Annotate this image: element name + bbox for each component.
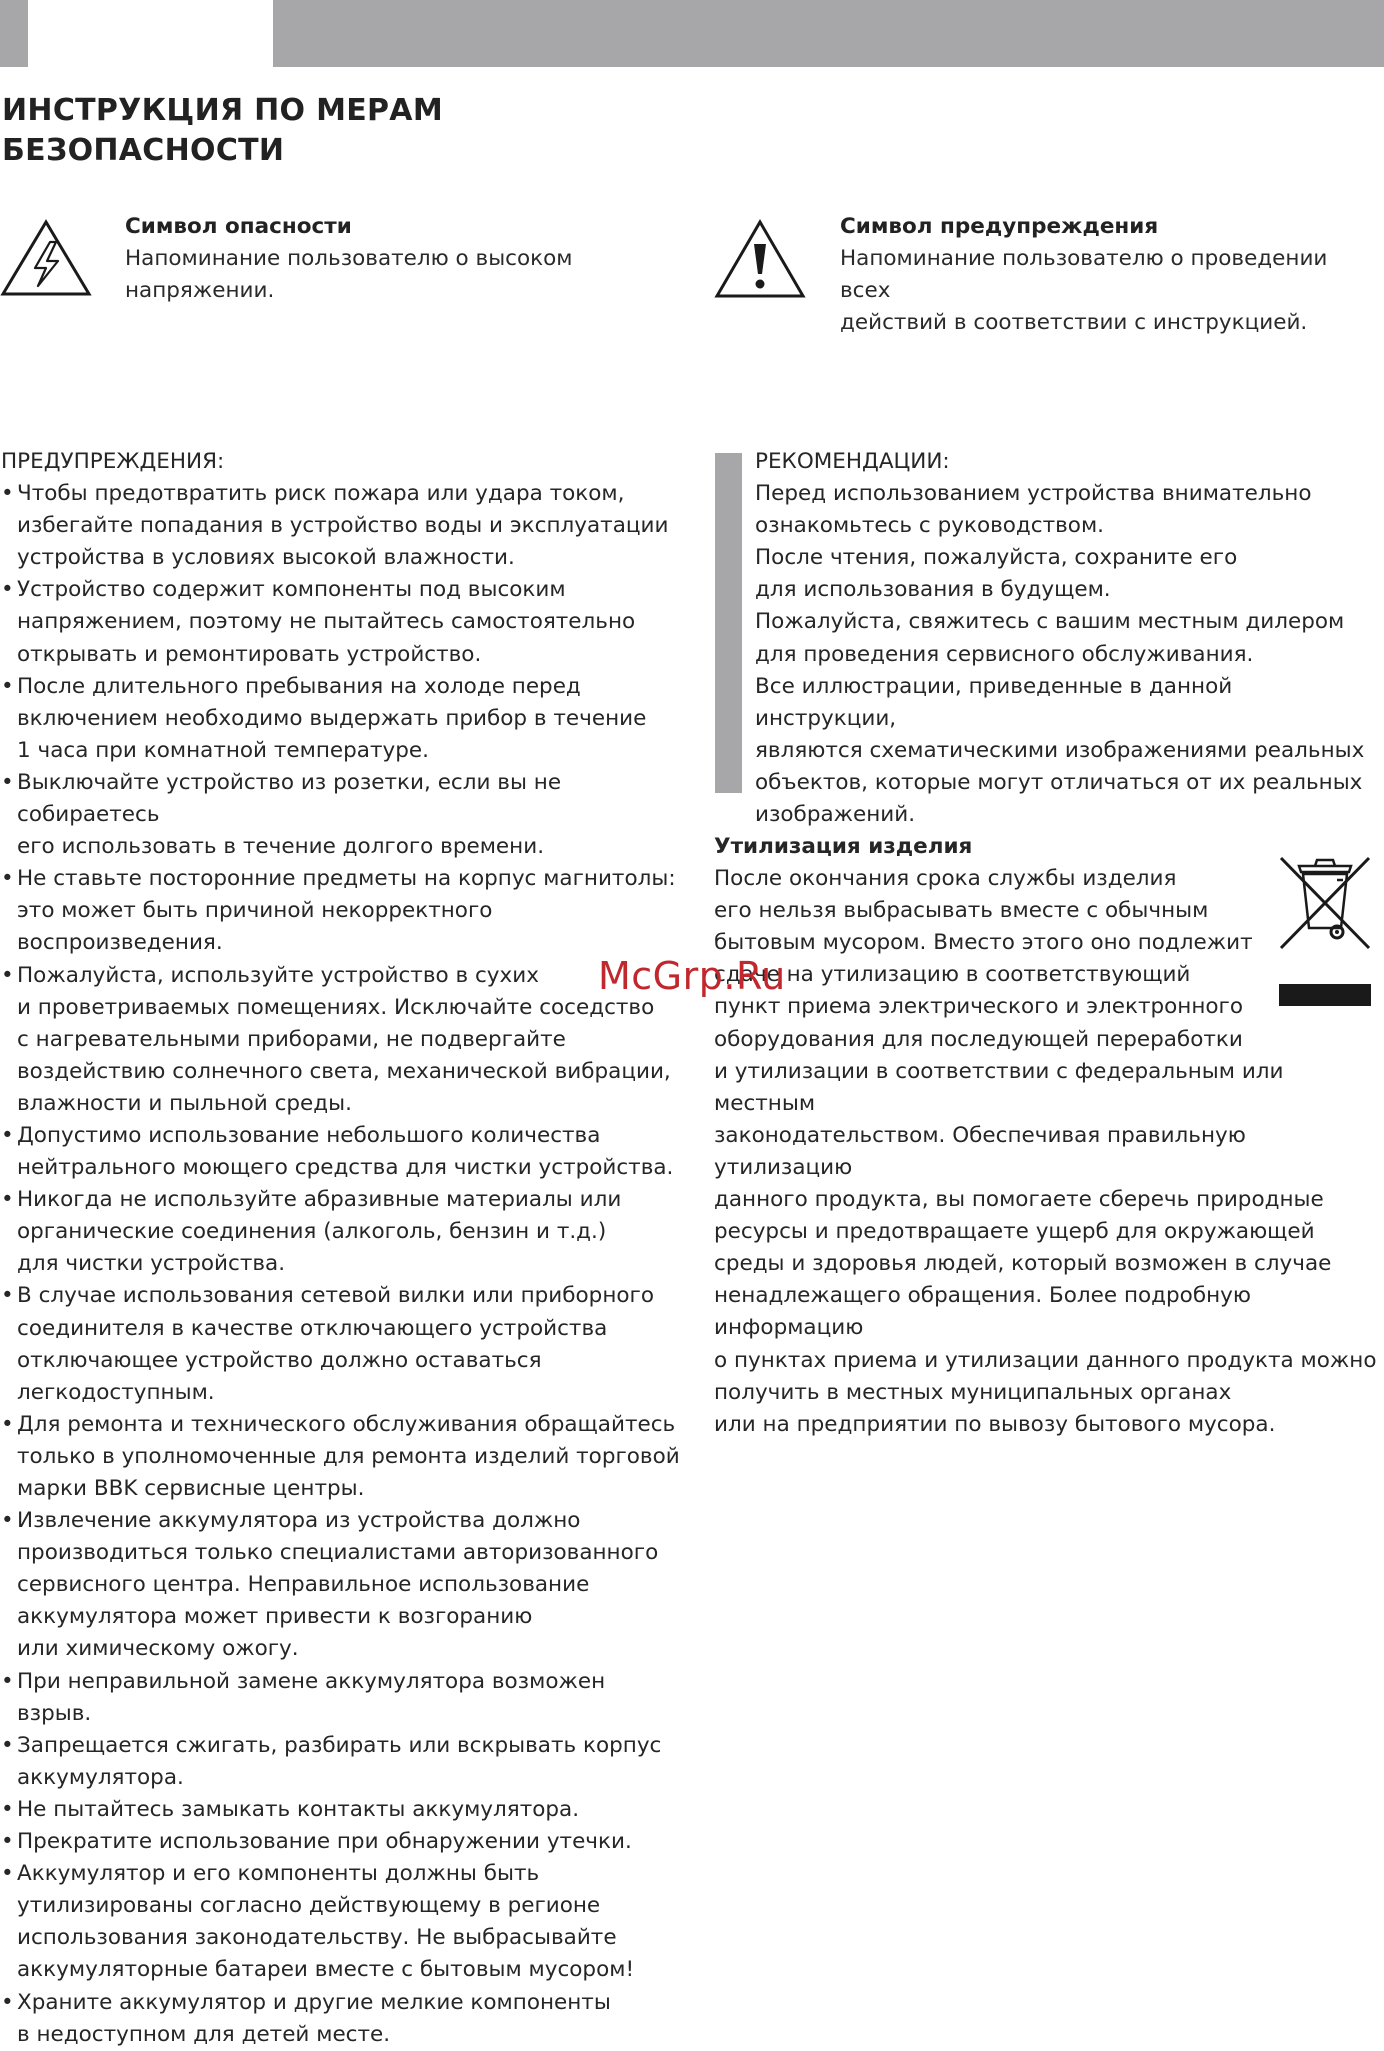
- page-title: [2, 91, 443, 171]
- disposal-text-wide: и утилизации в соответствии с федеральным или местным законодательством. Обеспечивая правильную утилизацию данного продукта, вы помогаете сберечь природные ресурсы и предотвращаете ущерб для окружающей среды и здоровья людей, который возможен в случае ненадлежащего обращения. Более подробную информацию о пунктах приема и утилизации данного продукта можно получить в местных муниципальных органах или на предприятии по вывозу бытового мусора.: [714, 1058, 1377, 1437]
- disposal-text-narrow: После окончания срока службы изделия его нельзя выбрасывать вместе с обычным бытовым мусором. Вместо этого оно подлежит сдаче на утилизацию в соответствующий пункт приема электрического и электронного оборудования для последующей переработки: [714, 866, 1253, 1052]
- warning-item: • Допустимо использование небольшого количества нейтрального моющего средства для чистки устройства.: [1, 1120, 681, 1184]
- warning-item: • Устройство содержит компоненты под высоким напряжением, поэтому не пытайтесь самостоятельно открывать и ремонтировать устройство.: [1, 574, 681, 670]
- warning-symbol-text: Напоминание пользователю о проведении всех действий в соответствии с инструкцией.: [840, 246, 1328, 335]
- crossed-out-wheelie-bin-icon: [1275, 850, 1375, 1010]
- warning-symbol-title: Символ предупреждения: [840, 214, 1159, 239]
- warning-item: • Пожалуйста, используйте устройство в сухих и проветриваемых помещениях. Исключайте соседство с нагревательными приборами, не подвергайте воздействию солнечного света, механической вибрации, влажности и пыльной среды.: [1, 960, 681, 1120]
- exclamation-warning-triangle-icon: [714, 218, 806, 300]
- header-bar-left: [0, 0, 28, 67]
- warnings-section: [1, 446, 681, 2051]
- danger-symbol-text: Напоминание пользователю о высоком напряжении.: [125, 246, 573, 303]
- recommendations-accent-bar: [715, 453, 742, 793]
- warning-item: • Извлечение аккумулятора из устройства должно производиться только специалистами авторизованного сервисного центра. Неправильное использование аккумулятора может привести к возгоранию или химическому ожогу.: [1, 1505, 681, 1665]
- warning-item: • Прекратите использование при обнаружении утечки.: [1, 1826, 681, 1858]
- watermark: McGrp.Ru: [598, 954, 786, 998]
- warning-item: • Выключайте устройство из розетки, если вы не собираетесь его использовать в течение долгого времени.: [1, 767, 681, 863]
- danger-symbol-block: [125, 211, 645, 307]
- warning-item: • Не ставьте посторонние предметы на корпус магнитолы: это может быть причиной некорректного воспроизведения.: [1, 863, 681, 959]
- warning-item: • Никогда не используйте абразивные материалы или органические соединения (алкоголь, бензин и т.д.) для чистки устройства.: [1, 1184, 681, 1280]
- warning-item: • Не пытайтесь замыкать контакты аккумулятора.: [1, 1794, 681, 1826]
- danger-symbol-title: Символ опасности: [125, 214, 352, 239]
- warning-symbol-block: [840, 211, 1380, 339]
- warning-item: • После длительного пребывания на холоде перед включением необходимо выдержать прибор в течение 1 часа при комнатной температуре.: [1, 671, 681, 767]
- high-voltage-warning-triangle-icon: [0, 218, 92, 298]
- disposal-heading: Утилизация изделия: [714, 834, 973, 859]
- recommendations-heading: РЕКОМЕНДАЦИИ:: [755, 449, 950, 474]
- recommendations-section: [755, 446, 1380, 831]
- page-title-line-2: БЕЗОПАСНОСТИ: [2, 133, 285, 168]
- recommendations-text: Перед использованием устройства внимательно ознакомьтесь с руководством. После чтения, пожалуйста, сохраните его для использования в будущем. Пожалуйста, свяжитесь с вашим местным дилером для проведения сервисного обслуживания. Все иллюстрации, приведенные в данной инструкции, являются схематическими изображениями реальных объектов, которые могут отличаться от их реальных изображений.: [755, 481, 1365, 828]
- warning-item: • В случае использования сетевой вилки или приборного соединителя в качестве отключающего устройства отключающее устройство должно оставаться легкодоступным.: [1, 1280, 681, 1408]
- warning-item: • Чтобы предотвратить риск пожара или удара током, избегайте попадания в устройство воды и эксплуатации устройства в условиях высокой влажности.: [1, 478, 681, 574]
- warning-item: • Для ремонта и технического обслуживания обращайтесь только в уполномоченные для ремонта изделий торговой марки BBK сервисные центры.: [1, 1409, 681, 1505]
- warning-item: • При неправильной замене аккумулятора возможен взрыв.: [1, 1666, 681, 1730]
- page-title-line-1: ИНСТРУКЦИЯ ПО МЕРАМ: [2, 93, 443, 128]
- warnings-heading: ПРЕДУПРЕЖДЕНИЯ:: [1, 449, 225, 474]
- warning-item: • Аккумулятор и его компоненты должны быть утилизированы согласно действующему в регионе использования законодательству. Не выбрасывайте аккумуляторные батареи вместе с бытовым мусором!: [1, 1858, 681, 1986]
- warning-item: • Храните аккумулятор и другие мелкие компоненты в недоступном для детей месте.: [1, 1987, 681, 2051]
- header-bar-right: [273, 0, 1384, 67]
- warning-item: • Запрещается сжигать, разбирать или вскрывать корпус аккумулятора.: [1, 1730, 681, 1794]
- warnings-list: [1, 478, 681, 2051]
